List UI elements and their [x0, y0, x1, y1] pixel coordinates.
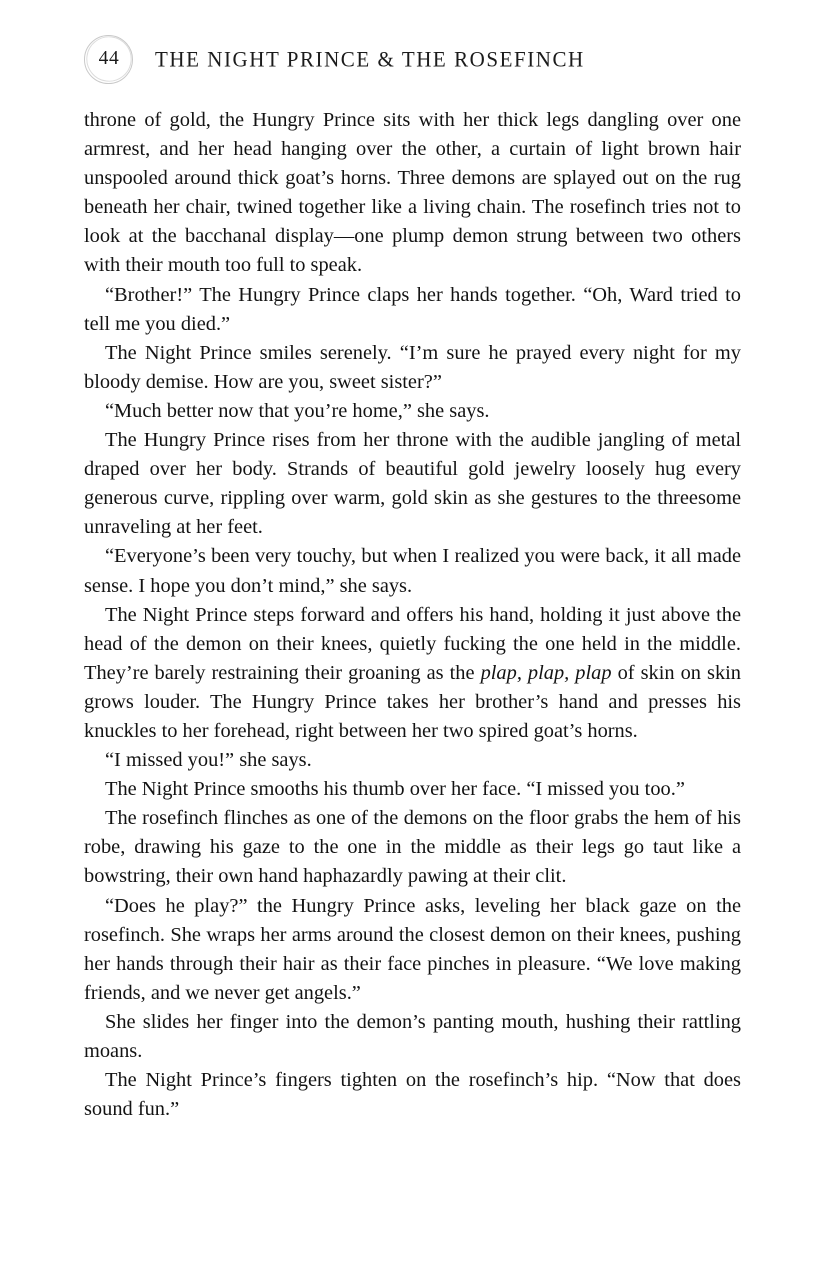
paragraph: throne of gold, the Hungry Prince sits with her thick legs dangling over one armrest, and her head hanging over the other, a curtain of light brown hair unspooled around thick goat’s horns. Three demons are splayed out on the rug beneath her chair, twined together like a living chain. The rosefinch tries not to look at the bacchanal display—one plump demon strung between two others with their mouth too full to speak.	[84, 109, 741, 277]
paragraph: The rosefinch flinches as one of the demons on the floor grabs the hem of his robe, drawing his gaze to the one in the middle as their legs go taut like a bowstring, their own hand haphazardly pawing at their clit.	[84, 807, 741, 888]
paragraph: The Night Prince smooths his thumb over her face. “I missed you too.”	[105, 778, 685, 801]
paragraph: The Hungry Prince rises from her throne with the audible jangling of metal draped over her body. Strands of beautiful gold jewelry loosely hug every generous curve, rippling over warm, gold skin as she gestures to the threesome unraveling at her feet.	[84, 429, 741, 539]
emphasis-text: plap, plap, plap	[480, 661, 612, 684]
paragraph: “Does he play?” the Hungry Prince asks, leveling her black gaze on the rosefinch. She wraps her arms around the closest demon on their knees, pushing her hands through their hair as their face pinches in pleasure. “We love making friends, and we never get angels.”	[84, 894, 741, 1004]
running-title: THE NIGHT PRINCE & THE ROSEFINCH	[155, 46, 585, 71]
paragraph: She slides her finger into the demon’s panting mouth, hushing their rattling moans.	[84, 1010, 741, 1062]
running-header	[84, 33, 741, 85]
paragraph: “Brother!” The Hungry Prince claps her hands together. “Oh, Ward tried to tell me you died.”	[84, 283, 741, 335]
paragraph: The Night Prince smiles serenely. “I’m sure he prayed every night for my bloody demise. How are you, sweet sister?”	[84, 341, 741, 393]
paragraph: The Night Prince’s fingers tighten on the rosefinch’s hip. “Now that does sound fun.”	[84, 1069, 741, 1121]
paragraph	[84, 601, 741, 746]
paragraph: “Much better now that you’re home,” she says.	[105, 399, 490, 422]
paragraph-text: of skin on skin grows louder. The Hungry Prince takes her brother’s hand and presses his knuckles to her forehead, right between her two spired goat’s horns.	[84, 661, 741, 742]
paragraph: “Everyone’s been very touchy, but when I realized you were back, it all made sense. I hope you don’t mind,” she says.	[84, 545, 741, 597]
paragraph: “I missed you!” she says.	[105, 749, 312, 772]
paragraph-text: The Night Prince steps forward and offers his hand, holding it just above the head of the demon on their knees, quietly fucking the one held in the middle. They’re barely restraining their groaning as the	[84, 603, 741, 684]
body-text	[84, 106, 741, 1124]
page-number: 44	[98, 47, 120, 69]
page-number-badge	[84, 35, 133, 84]
